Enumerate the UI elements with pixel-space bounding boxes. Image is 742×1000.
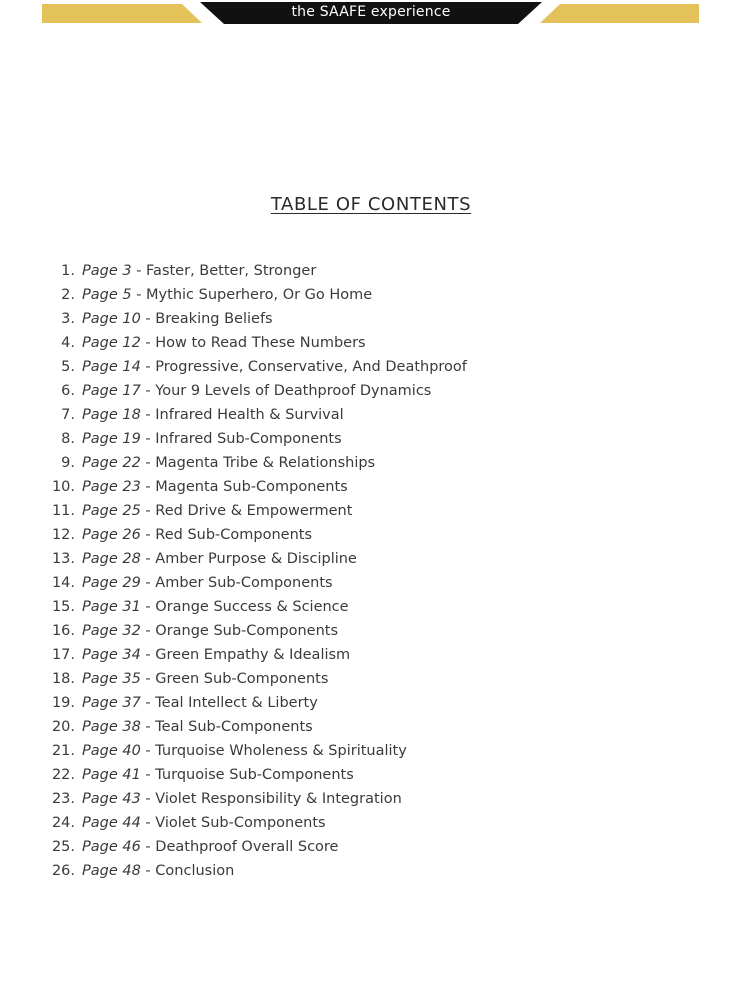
toc-entry-separator: - [140,455,156,471]
toc-entry-number: 8. [61,431,75,447]
toc-entry-number: 13. [51,551,75,567]
toc-list [42,261,702,885]
toc-entry-number: 6. [61,383,75,399]
toc-entry-page: Page 35 [82,671,141,687]
toc-entry[interactable] [42,549,702,573]
toc-entry[interactable] [42,357,702,381]
toc-entry[interactable] [42,501,702,525]
toc-entry[interactable] [42,477,702,501]
toc-entry-title: Turquoise Sub-Components [155,767,354,783]
toc-entry-number: 22. [51,767,75,783]
toc-entry[interactable] [42,405,702,429]
toc-entry-number: 26. [51,863,75,879]
toc-entry-separator: - [140,719,156,735]
toc-entry-separator: - [140,359,156,375]
toc-entry-page: Page 48 [82,863,141,879]
toc-entry-title: Teal Sub-Components [155,719,313,735]
toc-entry-number: 16. [51,623,75,639]
toc-entry-page: Page 43 [82,791,141,807]
toc-entry-separator: - [140,671,156,687]
toc-entry-page: Page 28 [82,551,141,567]
toc-entry-number: 2. [61,287,75,303]
toc-entry-number: 3. [61,311,75,327]
toc-entry-page: Page 12 [82,335,141,351]
toc-entry-separator: - [140,863,156,879]
toc-entry-title: Red Drive & Empowerment [155,503,353,519]
toc-entry-title: Amber Purpose & Discipline [155,551,357,567]
toc-entry[interactable] [42,717,702,741]
toc-entry[interactable] [42,597,702,621]
toc-entry-page: Page 22 [82,455,141,471]
toc-entry-separator: - [140,527,156,543]
page-title: TABLE OF CONTENTS [270,194,472,215]
toc-entry-page: Page 25 [82,503,141,519]
toc-entry-separator: - [140,311,156,327]
toc-entry[interactable] [42,645,702,669]
toc-entry-separator: - [140,599,156,615]
toc-entry[interactable] [42,813,702,837]
toc-entry[interactable] [42,525,702,549]
toc-entry-title: Orange Sub-Components [155,623,339,639]
toc-entry[interactable] [42,837,702,861]
toc-entry-title: Green Sub-Components [155,671,329,687]
toc-entry-number: 9. [61,455,75,471]
toc-entry[interactable] [42,573,702,597]
toc-entry[interactable] [42,669,702,693]
toc-entry[interactable] [42,693,702,717]
toc-entry-page: Page 32 [82,623,141,639]
toc-entry-number: 18. [51,671,75,687]
toc-entry-title: Red Sub-Components [155,527,313,543]
toc-entry-page: Page 34 [82,647,141,663]
toc-entry-page: Page 29 [82,575,141,591]
toc-entry-number: 1. [61,263,75,279]
toc-entry-number: 4. [61,335,75,351]
toc-entry-separator: - [140,623,156,639]
toc-entry-separator: - [140,791,156,807]
toc-entry[interactable] [42,453,702,477]
header-banner [0,0,742,26]
toc-entry[interactable] [42,261,702,285]
toc-entry-page: Page 41 [82,767,141,783]
toc-entry-separator: - [131,263,147,279]
banner-title: the SAAFE experience [291,4,451,20]
toc-entry-number: 24. [51,815,75,831]
toc-entry-title: Faster, Better, Stronger [146,263,317,279]
toc-entry-separator: - [140,407,156,423]
toc-entry-page: Page 10 [82,311,141,327]
toc-entry[interactable] [42,861,702,885]
toc-entry[interactable] [42,789,702,813]
toc-entry-number: 5. [61,359,75,375]
toc-entry-page: Page 40 [82,743,141,759]
toc-entry-number: 25. [51,839,75,855]
toc-entry-separator: - [140,815,156,831]
toc-entry[interactable] [42,285,702,309]
toc-entry-number: 17. [51,647,75,663]
toc-entry-title: Turquoise Wholeness & Spirituality [155,743,407,759]
toc-entry-separator: - [140,335,156,351]
toc-entry-number: 15. [51,599,75,615]
toc-entry-separator: - [140,695,156,711]
toc-entry-title: Conclusion [155,863,235,879]
toc-entry-page: Page 46 [82,839,141,855]
toc-entry-title: Breaking Beliefs [155,311,273,327]
toc-entry-title: Progressive, Conservative, And Deathproof [155,359,467,375]
toc-entry-title: Violet Sub-Components [155,815,326,831]
toc-entry-separator: - [140,479,156,495]
toc-entry-separator: - [140,743,156,759]
toc-entry-separator: - [140,575,156,591]
toc-entry-number: 10. [51,479,75,495]
toc-entry-page: Page 44 [82,815,141,831]
toc-entry-separator: - [140,839,156,855]
toc-entry[interactable] [42,765,702,789]
toc-entry-title: Infrared Sub-Components [155,431,342,447]
toc-entry-title: Orange Success & Science [155,599,349,615]
toc-entry-page: Page 26 [82,527,141,543]
banner-gold-stripe-right [540,4,699,23]
toc-entry-number: 21. [51,743,75,759]
toc-entry-separator: - [140,551,156,567]
toc-entry-title: Magenta Tribe & Relationships [155,455,376,471]
toc-entry-page: Page 37 [82,695,141,711]
toc-entry-number: 7. [61,407,75,423]
toc-entry-title: Infrared Health & Survival [155,407,344,423]
toc-entry-separator: - [131,287,147,303]
toc-entry-number: 20. [51,719,75,735]
toc-entry-number: 23. [51,791,75,807]
toc-entry-title: Amber Sub-Components [155,575,333,591]
toc-entry-title: How to Read These Numbers [155,335,366,351]
toc-entry-page: Page 3 [82,263,132,279]
toc-entry-page: Page 18 [82,407,141,423]
toc-entry-title: Deathproof Overall Score [155,839,339,855]
toc-entry-page: Page 5 [82,287,132,303]
toc-entry-number: 19. [51,695,75,711]
toc-entry-title: Violet Responsibility & Integration [155,791,402,807]
toc-entry-title: Magenta Sub-Components [155,479,348,495]
toc-entry[interactable] [42,381,702,405]
toc-entry-title: Your 9 Levels of Deathproof Dynamics [155,383,432,399]
toc-entry-page: Page 31 [82,599,141,615]
toc-entry-number: 12. [51,527,75,543]
toc-entry-page: Page 38 [82,719,141,735]
toc-entry-page: Page 19 [82,431,141,447]
toc-entry[interactable] [42,333,702,357]
toc-entry-page: Page 23 [82,479,141,495]
toc-entry-title: Green Empathy & Idealism [155,647,351,663]
toc-entry[interactable] [42,741,702,765]
toc-entry-title: Teal Intellect & Liberty [155,695,318,711]
toc-entry-number: 14. [51,575,75,591]
banner-gold-stripe-left [42,4,202,23]
toc-entry-page: Page 14 [82,359,141,375]
toc-entry-separator: - [140,383,156,399]
toc-entry-separator: - [140,431,156,447]
toc-entry-separator: - [140,503,156,519]
toc-entry-page: Page 17 [82,383,141,399]
toc-entry[interactable] [42,309,702,333]
toc-entry-separator: - [140,767,156,783]
toc-entry[interactable] [42,429,702,453]
toc-entry-separator: - [140,647,156,663]
toc-entry-title: Mythic Superhero, Or Go Home [146,287,373,303]
toc-entry[interactable] [42,621,702,645]
toc-entry-number: 11. [51,503,75,519]
